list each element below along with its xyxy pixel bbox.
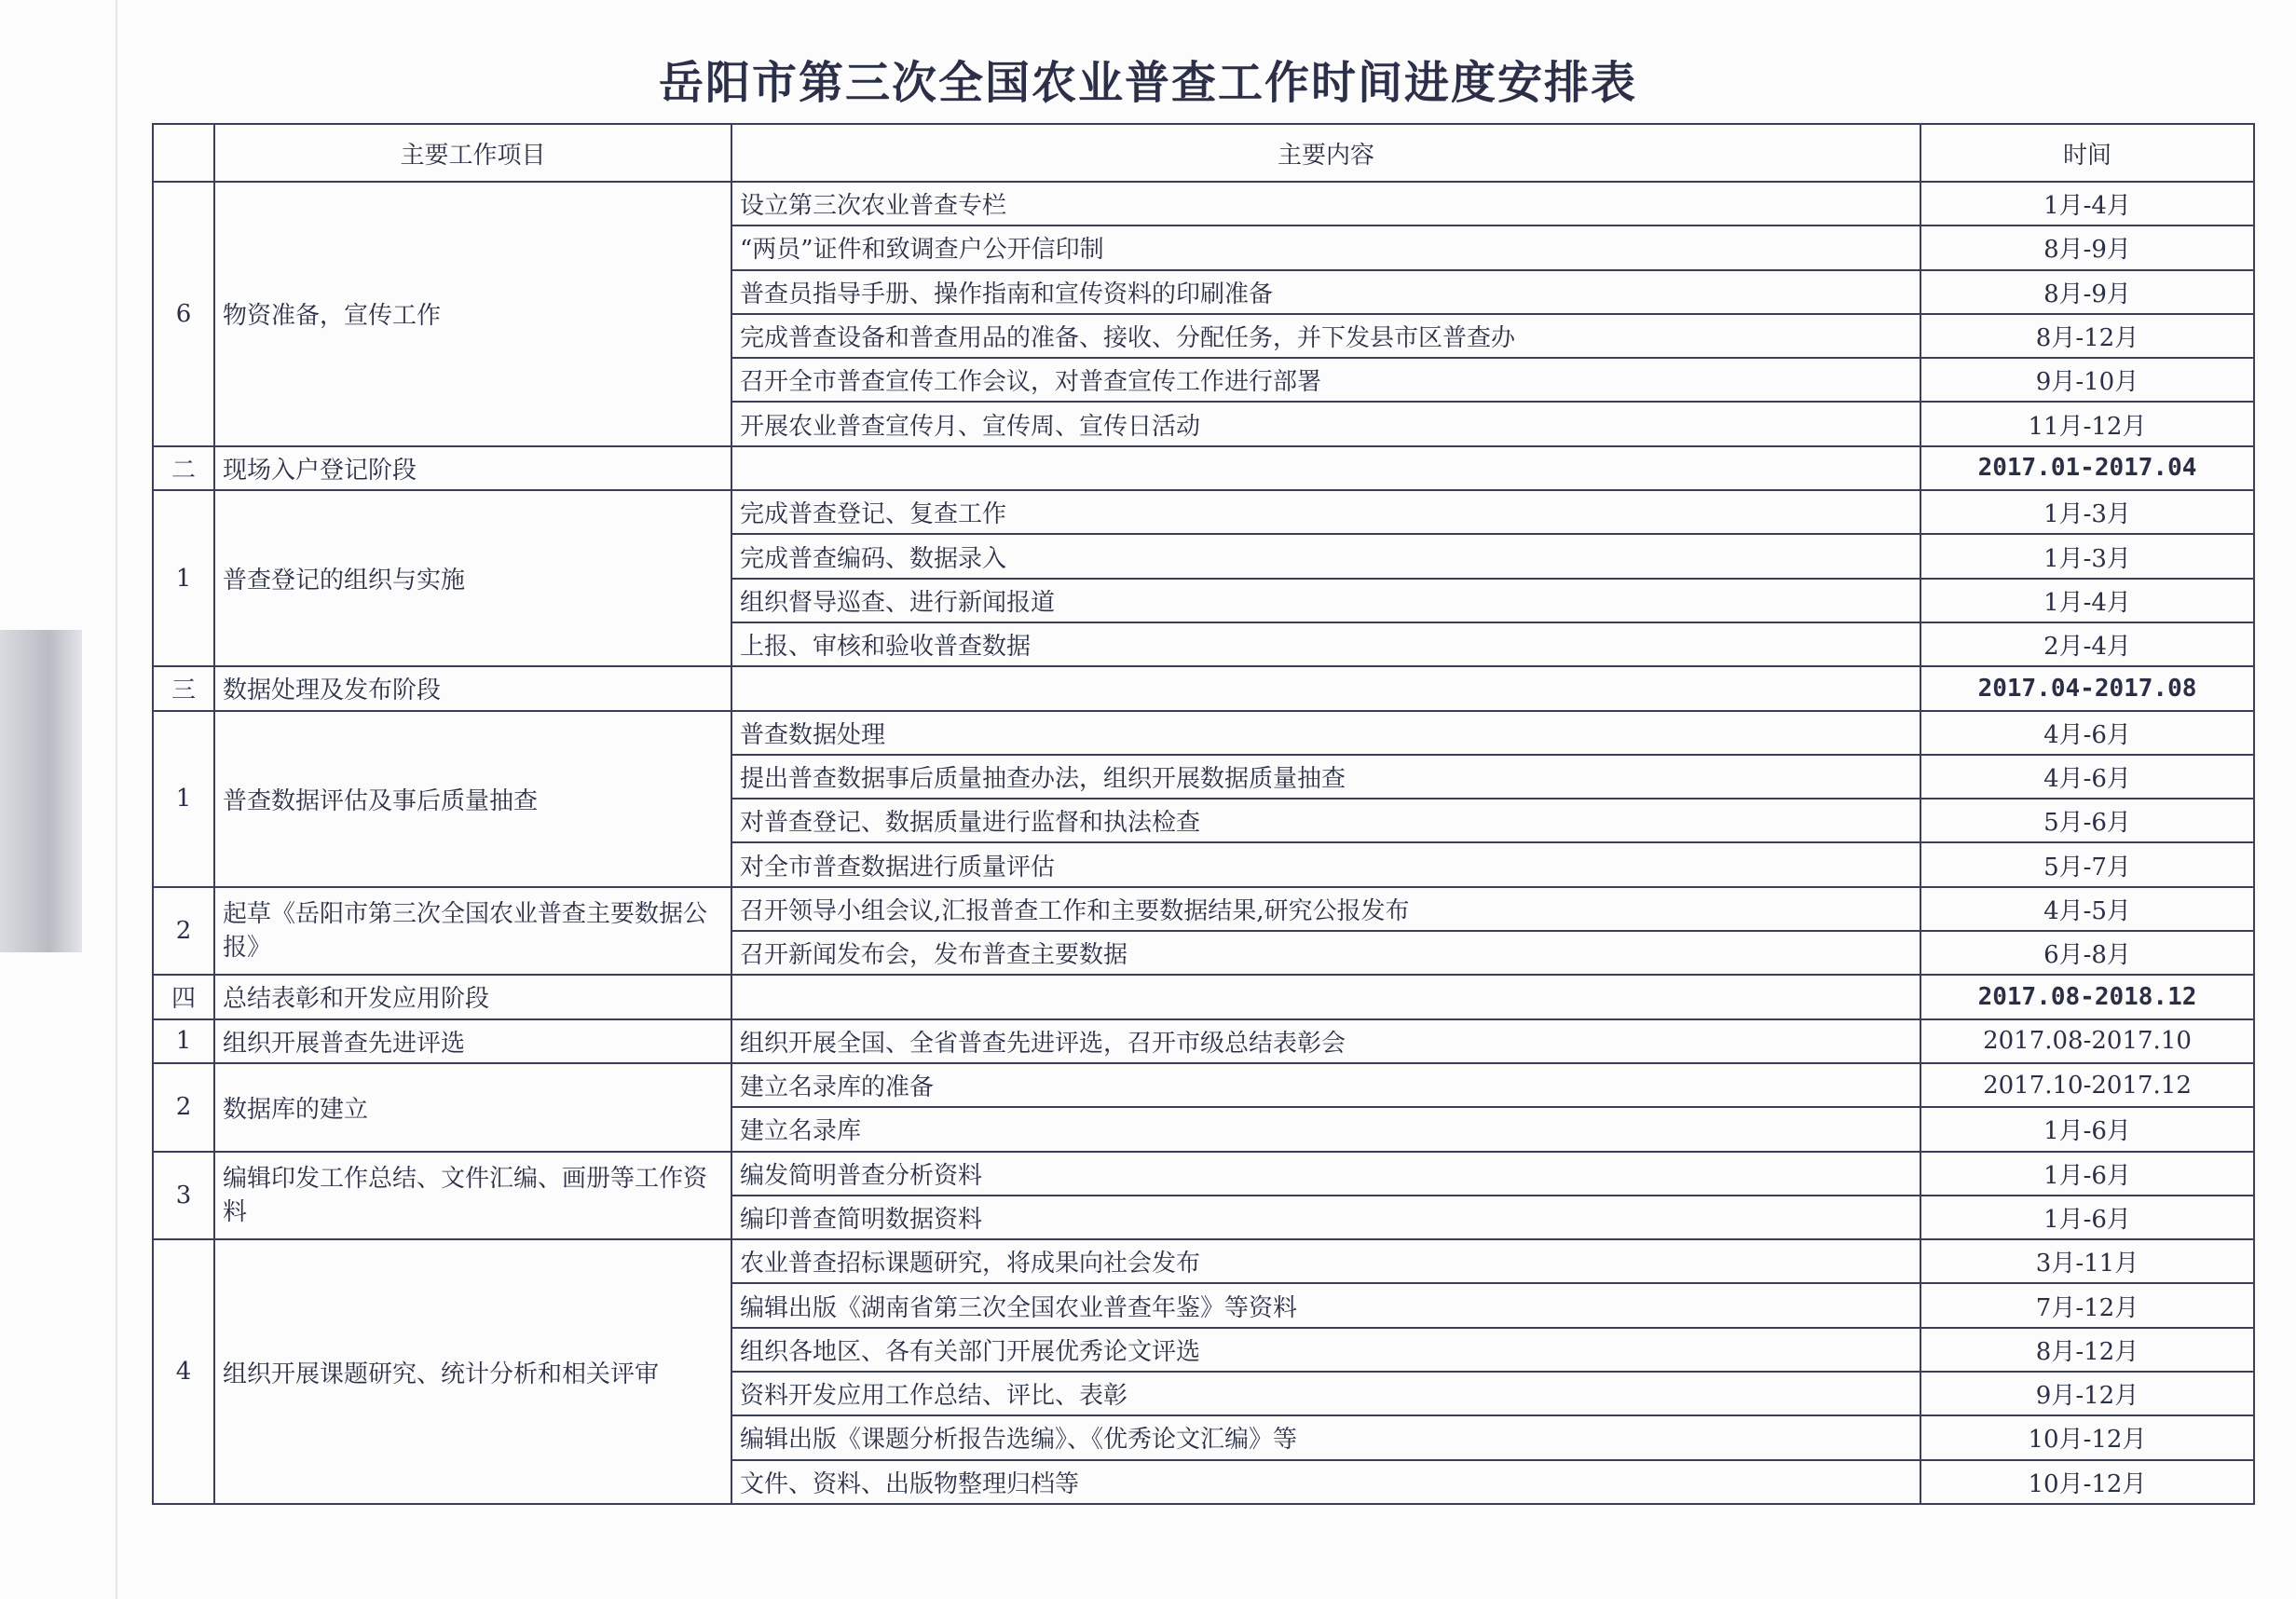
scan-binding-shadow xyxy=(0,630,82,952)
phase-row xyxy=(153,446,2254,490)
work-item: 物资准备，宣传工作 xyxy=(214,182,731,446)
table-row xyxy=(153,490,2254,534)
content-cell: 对普查登记、数据质量进行监督和执法检查 xyxy=(731,799,1920,842)
header-work-item: 主要工作项目 xyxy=(214,124,731,182)
content-cell: 完成普查编码、数据录入 xyxy=(731,534,1920,578)
row-number: 2 xyxy=(153,887,214,976)
content-cell: 农业普查招标课题研究，将成果向社会发布 xyxy=(731,1239,1920,1283)
time-cell: 10月-12月 xyxy=(1920,1460,2254,1504)
page-edge-line xyxy=(116,0,117,1599)
table-row xyxy=(153,1019,2254,1063)
content-cell: 召开领导小组会议,汇报普查工作和主要数据结果,研究公报发布 xyxy=(731,887,1920,931)
content-cell: 完成普查登记、复查工作 xyxy=(731,490,1920,534)
time-cell: 4月-5月 xyxy=(1920,887,2254,931)
content-cell: 提出普查数据事后质量抽查办法，组织开展数据质量抽查 xyxy=(731,755,1920,799)
content-cell: 建立名录库的准备 xyxy=(731,1063,1920,1107)
content-cell: 普查员指导手册、操作指南和宣传资料的印刷准备 xyxy=(731,270,1920,314)
row-number: 1 xyxy=(153,1019,214,1063)
header-time: 时间 xyxy=(1920,124,2254,182)
phase-number: 二 xyxy=(153,446,214,490)
content-cell: 普查数据处理 xyxy=(731,711,1920,755)
row-number: 6 xyxy=(153,182,214,446)
time-cell: 1月-4月 xyxy=(1920,182,2254,226)
content-cell: 上报、审核和验收普查数据 xyxy=(731,622,1920,666)
time-cell: 1月-4月 xyxy=(1920,579,2254,622)
content-cell: 完成普查设备和普查用品的准备、接收、分配任务，并下发县市区普查办 xyxy=(731,314,1920,358)
time-cell: 4月-6月 xyxy=(1920,755,2254,799)
content-cell: 组织督导巡查、进行新闻报道 xyxy=(731,579,1920,622)
work-item: 普查数据评估及事后质量抽查 xyxy=(214,711,731,887)
row-number: 4 xyxy=(153,1239,214,1504)
content-cell: 编辑出版《课题分析报告选编》、《优秀论文汇编》等 xyxy=(731,1415,1920,1459)
phase-row xyxy=(153,975,2254,1018)
content-cell: 设立第三次农业普查专栏 xyxy=(731,182,1920,226)
content-cell: 文件、资料、出版物整理归档等 xyxy=(731,1460,1920,1504)
work-item: 组织开展普查先进评选 xyxy=(214,1019,731,1063)
content-cell: 开展农业普查宣传月、宣传周、宣传日活动 xyxy=(731,402,1920,445)
content-cell: 召开全市普查宣传工作会议，对普查宣传工作进行部署 xyxy=(731,358,1920,402)
time-cell: 8月-9月 xyxy=(1920,226,2254,269)
time-cell: 8月-12月 xyxy=(1920,1328,2254,1372)
phase-number: 三 xyxy=(153,666,214,710)
page-title: 岳阳市第三次全国农业普查工作时间进度安排表 xyxy=(658,57,1637,109)
content-cell: 组织开展全国、全省普查先进评选，召开市级总结表彰会 xyxy=(731,1019,1920,1063)
time-cell: 4月-6月 xyxy=(1920,711,2254,755)
work-item: 起草《岳阳市第三次全国农业普查主要数据公报》 xyxy=(214,887,731,976)
phase-number: 四 xyxy=(153,975,214,1018)
work-item: 数据库的建立 xyxy=(214,1063,731,1152)
phase-time: 2017.04-2017.08 xyxy=(1920,666,2254,710)
phase-title: 数据处理及发布阶段 xyxy=(214,666,731,710)
time-cell: 2017.10-2017.12 xyxy=(1920,1063,2254,1107)
content-cell: 对全市普查数据进行质量评估 xyxy=(731,842,1920,886)
time-cell: 8月-12月 xyxy=(1920,314,2254,358)
time-cell: 5月-6月 xyxy=(1920,799,2254,842)
schedule-table xyxy=(152,123,2255,1505)
work-item: 普查登记的组织与实施 xyxy=(214,490,731,666)
header-content: 主要内容 xyxy=(731,124,1920,182)
row-number: 2 xyxy=(153,1063,214,1152)
time-cell: 9月-12月 xyxy=(1920,1372,2254,1415)
work-item: 组织开展课题研究、统计分析和相关评审 xyxy=(214,1239,731,1504)
time-cell: 2月-4月 xyxy=(1920,622,2254,666)
time-cell: 1月-6月 xyxy=(1920,1196,2254,1239)
work-item: 编辑印发工作总结、文件汇编、画册等工作资料 xyxy=(214,1152,731,1240)
content-cell: 建立名录库 xyxy=(731,1107,1920,1151)
time-cell: 1月-6月 xyxy=(1920,1152,2254,1196)
time-cell: 9月-10月 xyxy=(1920,358,2254,402)
header-num xyxy=(153,124,214,182)
time-cell: 11月-12月 xyxy=(1920,402,2254,445)
time-cell: 3月-11月 xyxy=(1920,1239,2254,1283)
row-number: 1 xyxy=(153,490,214,666)
phase-row xyxy=(153,666,2254,710)
table-row xyxy=(153,711,2254,755)
content-cell: 编印普查简明数据资料 xyxy=(731,1196,1920,1239)
content-cell: 召开新闻发布会，发布普查主要数据 xyxy=(731,931,1920,975)
table-header-row xyxy=(153,124,2254,182)
phase-time: 2017.08-2018.12 xyxy=(1920,975,2254,1018)
table-row xyxy=(153,1152,2254,1196)
row-number: 3 xyxy=(153,1152,214,1240)
time-cell: 2017.08-2017.10 xyxy=(1920,1019,2254,1063)
time-cell: 1月-3月 xyxy=(1920,490,2254,534)
phase-title: 现场入户登记阶段 xyxy=(214,446,731,490)
content-cell xyxy=(731,666,1920,710)
content-cell: 编发简明普查分析资料 xyxy=(731,1152,1920,1196)
time-cell: 10月-12月 xyxy=(1920,1415,2254,1459)
table-row xyxy=(153,182,2254,226)
time-cell: 1月-6月 xyxy=(1920,1107,2254,1151)
content-cell: 组织各地区、各有关部门开展优秀论文评选 xyxy=(731,1328,1920,1372)
time-cell: 1月-3月 xyxy=(1920,534,2254,578)
phase-time: 2017.01-2017.04 xyxy=(1920,446,2254,490)
content-cell: 编辑出版《湖南省第三次全国农业普查年鉴》等资料 xyxy=(731,1283,1920,1327)
content-cell: 资料开发应用工作总结、评比、表彰 xyxy=(731,1372,1920,1415)
table-row xyxy=(153,1239,2254,1283)
content-cell xyxy=(731,446,1920,490)
time-cell: 8月-9月 xyxy=(1920,270,2254,314)
phase-title: 总结表彰和开发应用阶段 xyxy=(214,975,731,1018)
row-number: 1 xyxy=(153,711,214,887)
time-cell: 6月-8月 xyxy=(1920,931,2254,975)
time-cell: 7月-12月 xyxy=(1920,1283,2254,1327)
time-cell: 5月-7月 xyxy=(1920,842,2254,886)
content-cell: “两员”证件和致调查户公开信印制 xyxy=(731,226,1920,269)
table-row xyxy=(153,887,2254,931)
content-cell xyxy=(731,975,1920,1018)
table-row xyxy=(153,1063,2254,1107)
